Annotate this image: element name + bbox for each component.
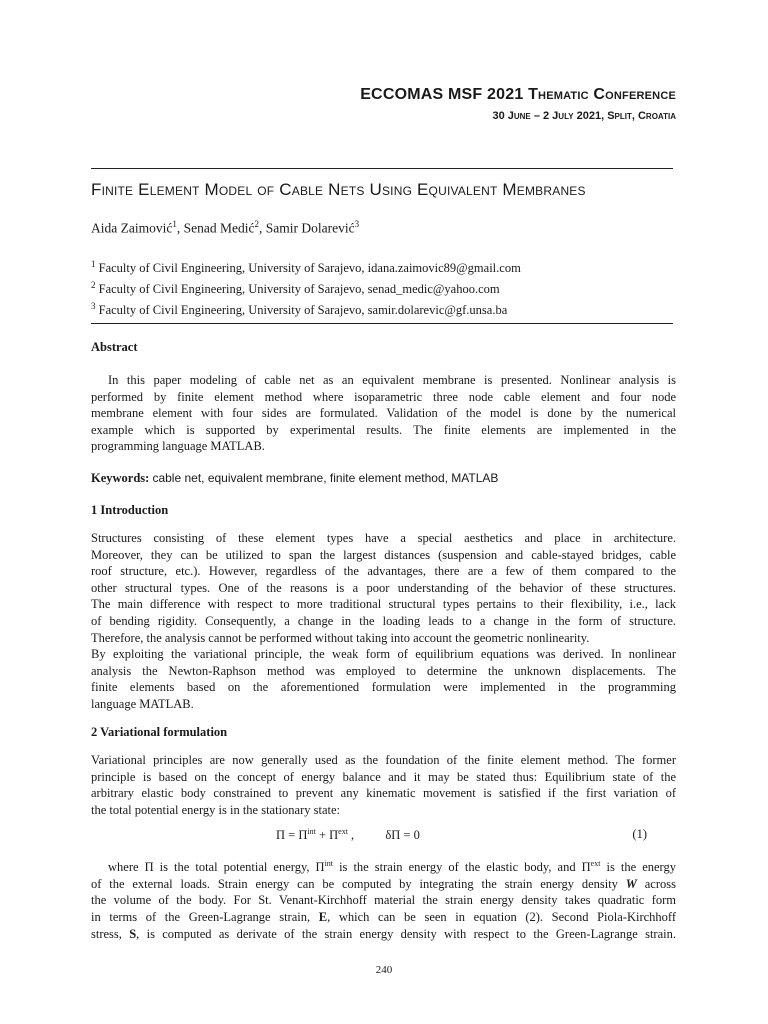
author-name: Samir Dolarević bbox=[265, 220, 355, 236]
keywords bbox=[91, 470, 676, 487]
affiliation-item: $^3$ Faculty of Civil Engineering, University of Sarajevo, samir.dolarevic@gf.unsa.ba bbox=[91, 300, 508, 317]
page-number: 240 bbox=[375, 964, 393, 976]
affiliation-item: $^1$ Faculty of Civil Engineering, University of Sarajevo, idana.zaimovic89@gmail.com bbox=[91, 259, 521, 276]
keywords-label: Keywords: bbox=[91, 471, 150, 485]
paper-title: Finite Element Model of Cable Nets Using Equivalent Membranes bbox=[91, 180, 586, 199]
author-name: Senad Medić bbox=[183, 220, 255, 236]
author-sup: 2 bbox=[254, 219, 259, 229]
affiliation-list bbox=[91, 256, 521, 318]
introduction-paragraph: Structures consisting of these element types have a special aesthetics and place in architecture. Moreover, they can be utilized to span the largest distances (suspension and cable-stayed bridges, cable roof structure, etc.). However, regardless of the advantages, there are a few of them compared to the other structural types. One of the reasons is a poor understanding of the behavior of these structures. The main difference with respect to more traditional structural types pertains to their flexibility, i.e., lack of bending rigidity. Consequently, a change in the loading leads to a change in the form of structure. Therefore, the analysis cannot be performed without taking into account the geometric nonlinearity. By exploiting the variational principle, the weak form of equilibrium equations was derived. In nonlinear analysis the Newton-Raphson method was employed to determine the unknown displacements. The finite elements based on the aforementioned formulation were implemented in the programming language MATLAB. bbox=[91, 531, 676, 711]
variational-paragraph: Variational principles are now generally used as the foundation of the finite element method. The former principle is based on the concept of energy balance and it may be stated thus: Equilibrium state of the arbitrary elastic body constrained to prevent any kinematic movement is satisfied if the first variation of the total potential energy is in the stationary state: bbox=[91, 753, 676, 817]
author-sup: 3 bbox=[354, 219, 360, 229]
conference-date: 30 June – 2 July 2021, Split, Croatia bbox=[492, 110, 676, 122]
abstract-heading: Abstract bbox=[91, 340, 138, 354]
equation-body: $\Pi = \Pi^{int} + \Pi^{ext}$ , δΠ = 0 bbox=[276, 827, 420, 843]
author-sup: 1 bbox=[172, 219, 177, 229]
variational-paragraph-2: where Π is the total potential energy, $\Pi^{int}$ is the strain energy of the elastic body, and $\Pi^{ext}$ is the energy of the external loads. Strain energy can be computed by integrating the strain energy density W across the volume of the body. For St. Venant-Kirchhoff material the strain energy density takes quadratic form in terms of the Green-Lagrange strain, E, which can be seen in equation (2). Second Piola-Kirchhoff stress, S, is computed as derivate of the strain energy density with respect to the Green-Lagrange strain. bbox=[91, 859, 677, 941]
conference-title: ECCOMAS MSF 2021 Thematic Conference bbox=[360, 86, 676, 103]
top-rule bbox=[91, 168, 673, 169]
section-heading-variational: 2 Variational formulation bbox=[91, 725, 228, 739]
author-list: Aida Zaimović$^1$, Senad Medić$^2$, Samir Dolarević$^3$ bbox=[91, 219, 360, 236]
author-name: Aida Zaimović bbox=[91, 220, 173, 236]
conference-header bbox=[360, 86, 676, 122]
section-heading-introduction: 1 Introduction bbox=[91, 503, 169, 517]
affiliation-item: $^2$ Faculty of Civil Engineering, University of Sarajevo, senad_medic@yahoo.com bbox=[91, 279, 500, 296]
abstract-paragraph: In this paper modeling of cable net as an equivalent membrane is presented. Nonlinear analysis is performed by finite element method where isoparametric three node cable element and four node membrane element with four sides are formulated. Validation of the model is done by the numerical example which is supported by experimental results. The finite elements are implemented in the programming language MATLAB. bbox=[91, 373, 676, 454]
keywords-text: cable net, equivalent membrane, finite element method, MATLAB bbox=[152, 471, 499, 485]
header-bottom-rule bbox=[91, 323, 673, 324]
equation-number: (1) bbox=[632, 827, 647, 841]
